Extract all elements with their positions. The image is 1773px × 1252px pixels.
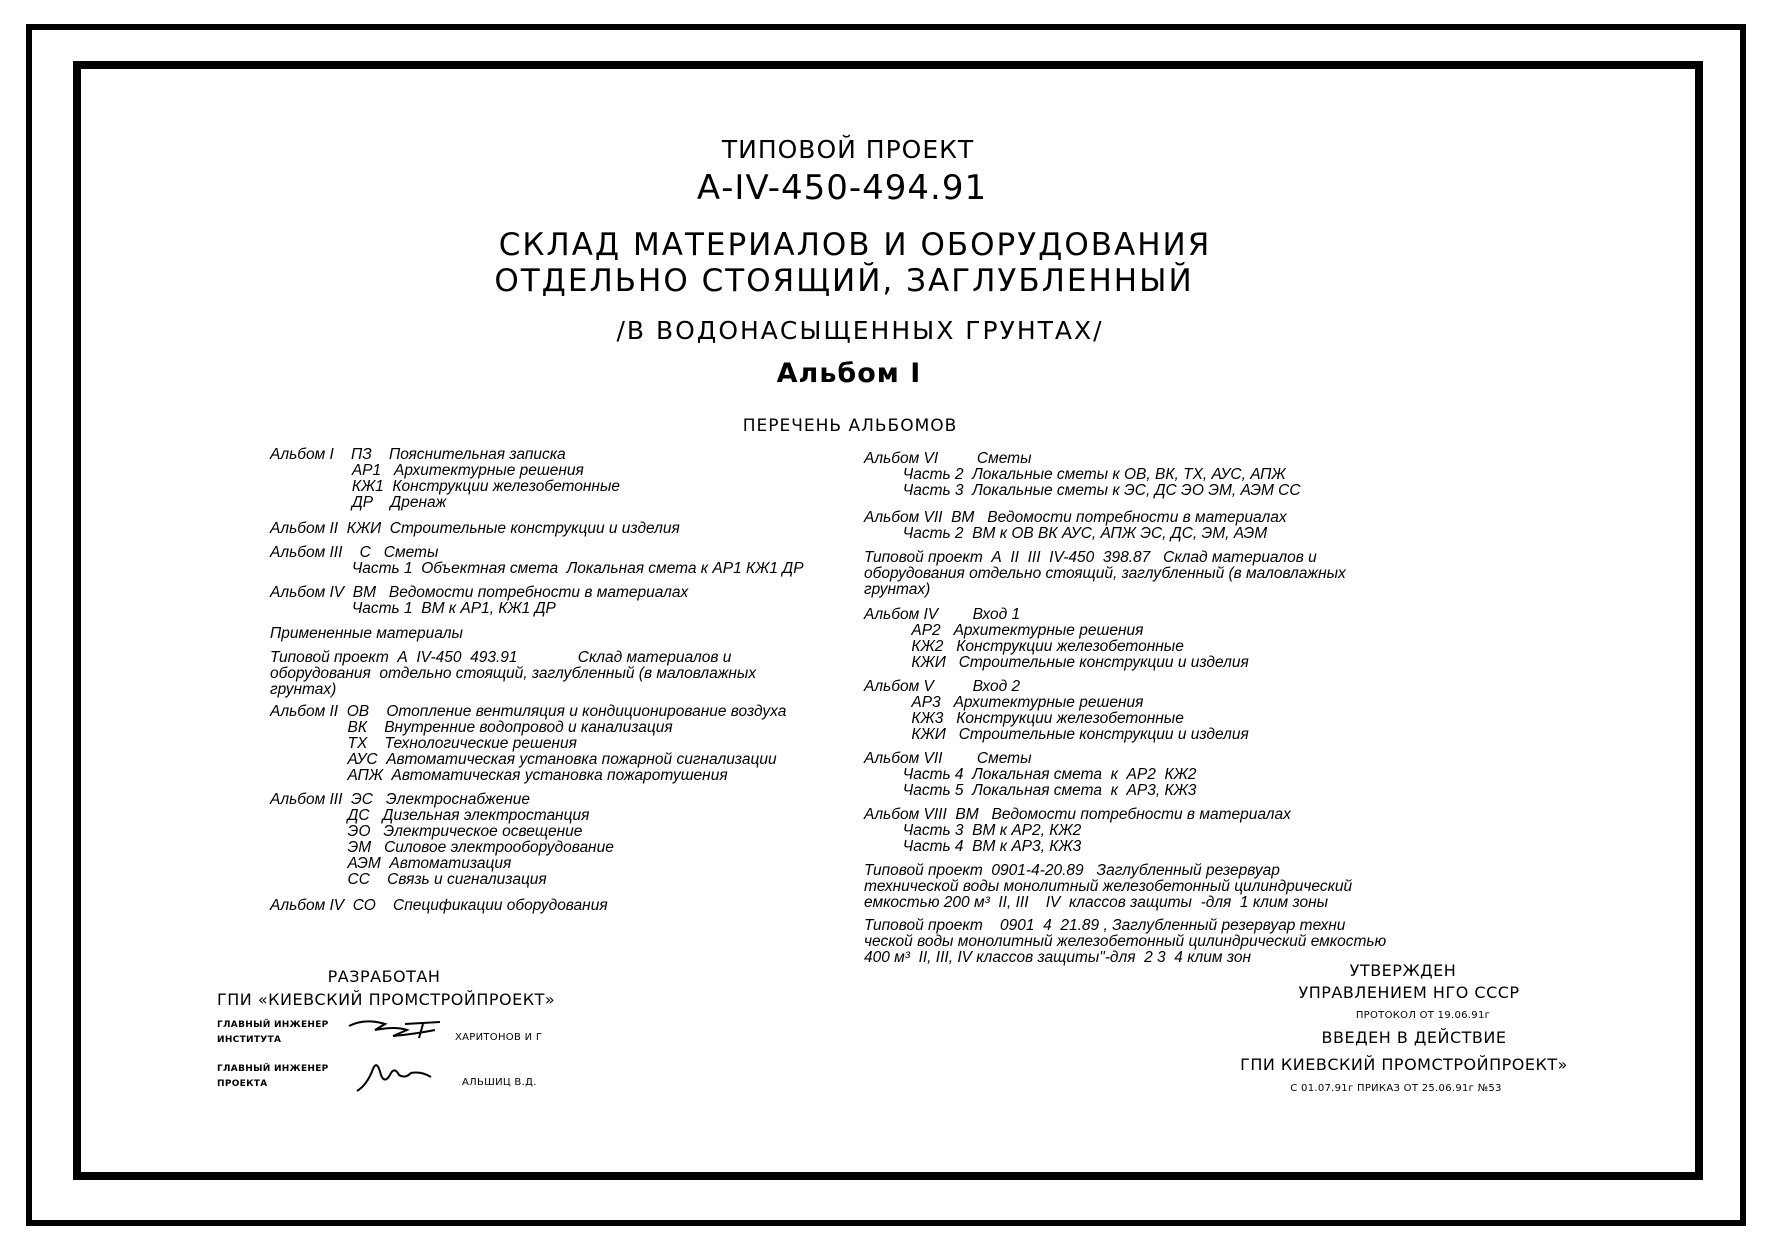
approved-label: УТВЕРЖДЕН [1349,961,1457,980]
left-list-line: ДР Дренаж [270,494,447,511]
right-list-line: технической воды монолитный железобетонный цилиндрический [864,878,1353,895]
right-list-line: КЖ3 Конструкции железобетонные [864,710,1184,727]
left-list-line: Альбом III С Сметы [270,544,439,561]
left-list-line: КЖ1 Конструкции железобетонные [270,478,620,495]
enacted-org: ГПИ КИЕВСКИЙ ПРОМСТРОЙПРОЕКТ» [1240,1055,1568,1074]
enacted-label: ВВЕДЕН В ДЕЙСТВИЕ [1321,1028,1507,1047]
left-list-line: ЭМ Силовое электрооборудование [270,839,614,856]
chief-engineer-project-role [217,1062,329,1092]
left-list-line: ВК Внутренние водопровод и канализация [270,719,673,736]
right-list-line: емкостью 200 м³ II, III IV классов защиты -для 1 клим зоны [864,894,1329,911]
left-list-line: грунтах) [270,681,337,698]
left-list-line: АР1 Архитектурные решения [270,462,584,479]
right-list-line: Альбом VII ВМ Ведомости потребности в материалах [864,509,1287,526]
right-list-line: Часть 4 Локальная смета к АР2 КЖ2 [864,766,1197,783]
enactment-order: С 01.07.91г ПРИКАЗ ОТ 25.06.91г №53 [1290,1083,1502,1094]
developer-org: ГПИ «КИЕВСКИЙ ПРОМСТРОЙПРОЕКТ» [217,990,556,1009]
left-list-line: Часть 1 ВМ к АР1, КЖ1 ДР [270,600,556,617]
left-list-line: ДС Дизельная электростанция [270,807,590,824]
chief-engineer-institute-role [217,1018,329,1048]
subtitle: /В ВОДОНАСЫЩЕННЫХ ГРУНТАХ/ [616,316,1104,345]
right-list-line: КЖИ Строительные конструкции и изделия [864,726,1249,743]
project-type-label: ТИПОВОЙ ПРОЕКТ [721,135,975,164]
right-list-line: 400 м³ II, III, IV классов защиты"-для 2 3 4 клим зон [864,949,1252,966]
left-list-line: Часть 1 Объектная смета Локальная смета к АР1 КЖ1 ДР [270,560,804,577]
right-list-line: Часть 2 ВМ к ОВ ВК АУС, АПЖ ЭС, ДС, ЭМ, АЭМ [864,525,1268,542]
right-list-line: Часть 2 Локальные сметы к ОВ, ВК, ТХ, АУС, АПЖ [864,466,1286,483]
right-list-line: КЖ2 Конструкции железобетонные [864,638,1184,655]
right-list-line: АР2 Архитектурные решения [864,622,1144,639]
left-list-line: АПЖ Автоматическая установка пожаротушения [270,767,728,784]
developed-label: РАЗРАБОТАН [327,967,441,986]
right-list-line: оборудования отдельно стоящий, заглубленный (в маловлажных [864,565,1346,582]
left-list-line: Примененные материалы [270,625,463,642]
right-list-line: Часть 4 ВМ к АР3, КЖ3 [864,838,1082,855]
project-code: А-IV-450-494.91 [696,168,988,208]
role1-line2: ИНСТИТУТА [217,1035,282,1045]
right-list-line: Альбом IV Вход 1 [864,606,1021,623]
title-line-2: ОТДЕЛЬНО СТОЯЩИЙ, ЗАГЛУБЛЕННЫЙ [494,263,1194,299]
right-list-line: Часть 5 Локальная смета к АР3, КЖ3 [864,782,1197,799]
left-list-line: ЭО Электрическое освещение [270,823,583,840]
name-haritonov: ХАРИТОНОВ И Г [455,1032,543,1043]
approval-protocol: ПРОТОКОЛ ОТ 19.06.91г [1355,1010,1491,1021]
right-list-line: Часть 3 Локальные сметы к ЭС, ДС ЭО ЭМ, АЭМ СС [864,482,1301,499]
left-list-line: Альбом II КЖИ Строительные конструкции и изделия [270,520,680,537]
signature-haritonov [345,1016,445,1046]
role2-line1: ГЛАВНЫЙ ИНЖЕНЕР [217,1064,329,1074]
right-list-line: Альбом VI Сметы [864,450,1032,467]
right-list-line: ческой воды монолитный железобетонный цилиндрический емкостью [864,933,1387,950]
right-list-line: КЖИ Строительные конструкции и изделия [864,654,1249,671]
right-list-line: Альбом VIII ВМ Ведомости потребности в материалах [864,806,1291,823]
approved-by: УПРАВЛЕНИЕМ НГО СССР [1298,983,1520,1002]
right-list-line: Типовой проект А II III IV-450 398.87 Склад материалов и [864,549,1317,566]
name-alshits: АЛЬШИЦ В.Д. [462,1077,537,1088]
right-list-line: Альбом VII Сметы [864,750,1032,767]
left-list-line: Альбом IV ВМ Ведомости потребности в материалах [270,584,689,601]
left-list-line: АУС Автоматическая установка пожарной сигнализации [270,751,777,768]
left-list-line: ТХ Технологические решения [270,735,577,752]
album-list-title: ПЕРЕЧЕНЬ АЛЬБОМОВ [742,416,958,436]
left-list-line: АЭМ Автоматизация [270,855,512,872]
title-line-1: СКЛАД МАТЕРИАЛОВ И ОБОРУДОВАНИЯ [498,227,1212,263]
right-list-line: грунтах) [864,581,931,598]
right-list-line: Типовой проект 0901-4-20.89 Заглубленный резервуар [864,862,1280,879]
left-list-line: Типовой проект А IV-450 493.91 Склад материалов и [270,649,732,666]
left-list-line: Альбом I ПЗ Пояснительная записка [270,446,566,463]
role2-line2: ПРОЕКТА [217,1079,268,1089]
left-list-line: Альбом II ОВ Отопление вентиляция и кондиционирование воздуха [270,703,787,720]
role1-line1: ГЛАВНЫЙ ИНЖЕНЕР [217,1020,329,1030]
left-list-line: оборудования отдельно стоящий, заглубленный (в маловлажных [270,665,757,682]
left-list-line: Альбом IV СО Спецификации оборудования [270,897,608,914]
left-list-line: СС Связь и сигнализация [270,871,547,888]
left-list-line: Альбом III ЭС Электроснабжение [270,791,530,808]
album-label: Альбом I [776,358,922,389]
right-list-line: Альбом V Вход 2 [864,678,1021,695]
right-list-line: Часть 3 ВМ к АР2, КЖ2 [864,822,1082,839]
right-list-line: Типовой проект 0901 4 21.89 , Заглубленный резервуар техни [864,917,1346,934]
signature-alshits [355,1055,435,1095]
right-list-line: АР3 Архитектурные решения [864,694,1144,711]
